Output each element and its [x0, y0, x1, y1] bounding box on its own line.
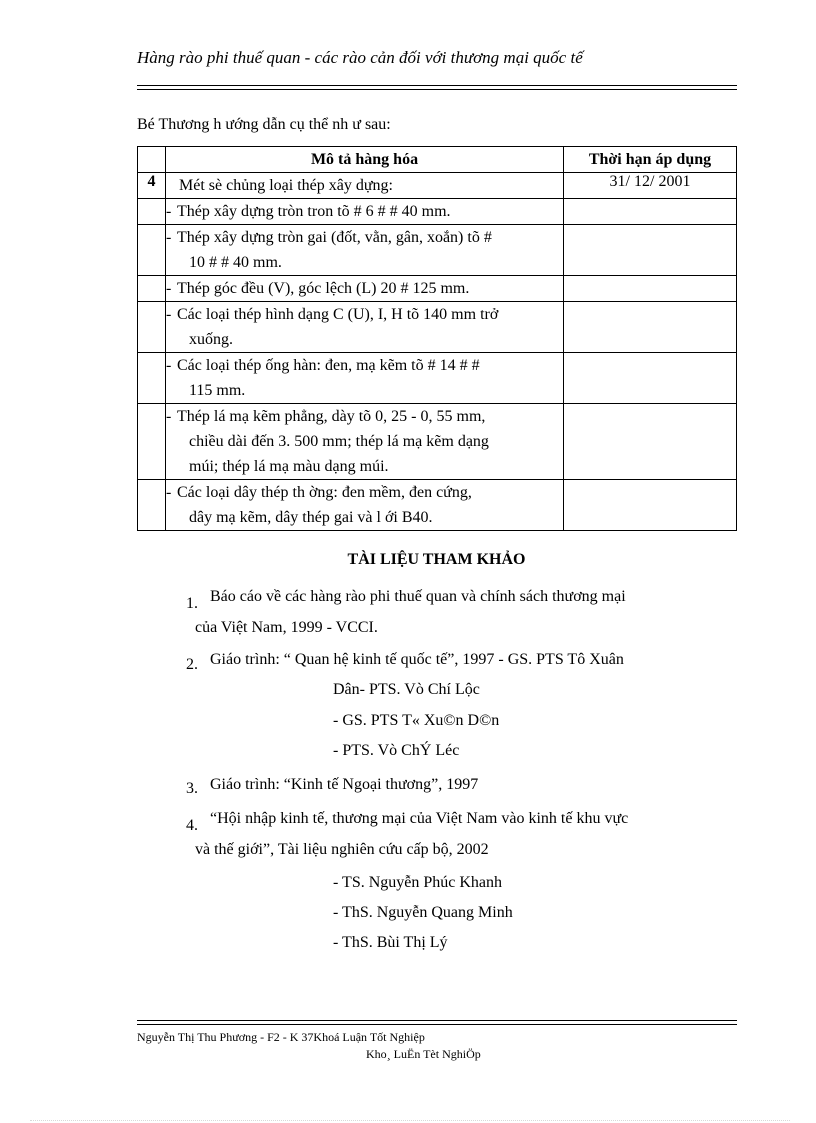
row-dash: -: [166, 484, 172, 501]
row-dash: -: [166, 280, 172, 297]
header-date: Thời hạn áp dụng: [564, 147, 737, 173]
row-description-cell: [166, 480, 564, 531]
row-description-line: 115 mm.: [189, 382, 246, 399]
row-date-cell: [564, 404, 737, 480]
row-description-cell: [166, 276, 564, 302]
reference-author: - GS. PTS T« Xu©n D©n: [333, 712, 500, 729]
row-description-line: Các loại dây thép th ờng: đen mềm, đen cứng,: [177, 484, 472, 501]
row-number-cell: [138, 276, 166, 302]
reference-number: 1.: [186, 595, 198, 612]
group-date: 31/ 12/ 2001: [564, 173, 737, 199]
footer-thesis-line: Kho¸ LuËn Tèt NghiÖp: [366, 1047, 481, 1061]
row-number-cell: [138, 353, 166, 404]
page-header-title: Hàng rào phi thuế quan - các rào cản đối với thương mại quốc tế: [137, 48, 583, 67]
row-description-line: Các loại thép hình dạng C (U), I, H tõ 140 mm trở: [177, 306, 499, 323]
row-description-line: 10 # # 40 mm.: [189, 254, 282, 271]
row-number-cell: [138, 302, 166, 353]
row-date-cell: [564, 199, 737, 225]
table-row: [138, 276, 737, 302]
row-description-line: chiều dài đến 3. 500 mm; thép lá mạ kẽm dạng: [189, 433, 489, 450]
row-description-line: múi; thép lá mạ màu dạng múi.: [189, 458, 389, 475]
reference-text-line: Giáo trình: “Kinh tế Ngoại thương”, 1997: [210, 776, 479, 793]
intro-text: Bé Thương h ướng dẫn cụ thể nh ư sau:: [137, 116, 391, 133]
row-description-cell: [166, 404, 564, 480]
table-row: [138, 302, 737, 353]
reference-author: - TS. Nguyễn Phúc Khanh: [333, 874, 503, 891]
table-row: [138, 225, 737, 276]
row-description-line: xuống.: [189, 331, 233, 348]
group-description: Mét sè chủng loại thép xây dựng:: [179, 177, 393, 194]
table-row: [138, 199, 737, 225]
row-number-cell: [138, 480, 166, 531]
table-header-row: [138, 147, 737, 173]
footer-author-line: Nguyễn Thị Thu Phương - F2 - K 37Khoá Luận Tốt Nghiệp: [137, 1030, 425, 1044]
row-description-line: Thép góc đều (V), góc lệch (L) 20 # 125 mm.: [177, 280, 470, 297]
row-description-line: Thép xây dựng tròn tron tõ # 6 # # 40 mm.: [177, 203, 451, 220]
reference-text-line: Báo cáo về các hàng rào phi thuế quan và chính sách thương mại: [210, 588, 626, 605]
row-description-line: Các loại thép ống hàn: đen, mạ kẽm tõ # 14 # #: [177, 357, 480, 374]
header-number: [138, 147, 166, 173]
table-row: [138, 353, 737, 404]
row-number-cell: [138, 404, 166, 480]
reference-author: Dân- PTS. Vò Chí Lộc: [333, 681, 480, 698]
footer-rule-bottom: [137, 1024, 737, 1025]
reference-author: - ThS. Nguyễn Quang Minh: [333, 904, 513, 921]
reference-text-line: Giáo trình: “ Quan hệ kinh tế quốc tế”, 1997 - GS. PTS Tô Xuân: [210, 651, 624, 668]
goods-table: [137, 146, 737, 531]
row-description-line: Thép xây dựng tròn gai (đốt, vằn, gân, xoắn) tõ #: [177, 229, 492, 246]
header-rule-top: [137, 85, 737, 86]
row-date-cell: [564, 480, 737, 531]
group-description-cell: [166, 173, 564, 199]
row-description-cell: [166, 225, 564, 276]
reference-text-line: và thế giới”, Tài liệu nghiên cứu cấp bộ, 2002: [195, 841, 489, 858]
row-dash: -: [166, 306, 172, 323]
row-number-cell: [138, 225, 166, 276]
row-date-cell: [564, 225, 737, 276]
table-group-row: [138, 173, 737, 199]
reference-number: 2.: [186, 656, 198, 673]
row-dash: -: [166, 408, 172, 425]
reference-text-line: của Việt Nam, 1999 - VCCI.: [195, 619, 378, 636]
row-date-cell: [564, 302, 737, 353]
reference-author: - ThS. Bùi Thị Lý: [333, 934, 448, 951]
row-dash: -: [166, 229, 172, 246]
group-number: 4: [138, 173, 166, 199]
reference-author: - PTS. Vò ChÝ Léc: [333, 742, 460, 759]
row-number-cell: [138, 199, 166, 225]
table-row: [138, 404, 737, 480]
row-description-cell: [166, 353, 564, 404]
reference-text-line: “Hội nhập kinh tế, thương mại của Việt Nam vào kinh tế khu vực: [210, 810, 629, 827]
table-row: [138, 480, 737, 531]
row-description-line: dây mạ kẽm, dây thép gai và l ới B40.: [189, 509, 433, 526]
reference-number: 4.: [186, 817, 198, 834]
row-date-cell: [564, 353, 737, 404]
references-title: TÀI LIỆU THAM KHẢO: [347, 551, 526, 568]
row-description-line: Thép lá mạ kẽm phẳng, dày tõ 0, 25 - 0, 55 mm,: [177, 408, 486, 425]
row-description-cell: [166, 302, 564, 353]
reference-number: 3.: [186, 780, 198, 797]
row-dash: -: [166, 357, 172, 374]
header-rule-bottom: [137, 89, 737, 90]
row-date-cell: [564, 276, 737, 302]
row-dash: -: [166, 203, 172, 220]
row-description-cell: [166, 199, 564, 225]
header-description: Mô tả hàng hóa: [166, 147, 564, 173]
page-bottom-dotted-line: [30, 1120, 790, 1121]
footer-rule-top: [137, 1020, 737, 1021]
